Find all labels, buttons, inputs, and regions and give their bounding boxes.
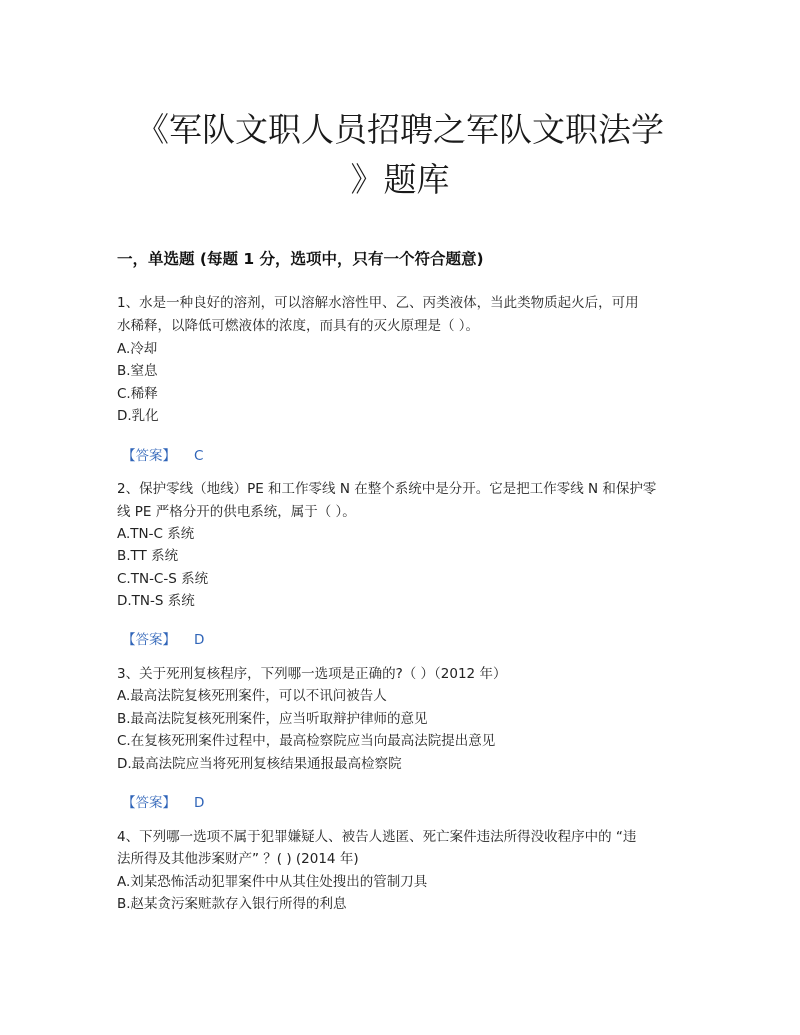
question-2-option-b: B.TT 系统	[117, 548, 179, 564]
question-2-option-c: C.TN-C-S 系统	[117, 571, 209, 587]
question-3-option-a: A.最高法院复核死刑案件，可以不讯问被告人	[117, 688, 387, 704]
question-2-option-d: D.TN-S 系统	[117, 593, 195, 609]
question-4-option-a: A.刘某恐怖活动犯罪案件中从其住处搜出的管制刀具	[117, 874, 428, 890]
question-4-stem-line-1: 4、下列哪一选项不属于犯罪嫌疑人、被告人逃匿、死亡案件违法所得没收程序中的 “违	[117, 829, 637, 845]
question-1-option-d: D.乳化	[117, 408, 159, 424]
document-title-line-2: 》题库	[350, 160, 450, 199]
question-1-stem-line-2: 水稀释，以降低可燃液体的浓度，而具有的灭火原理是（ ）。	[117, 318, 480, 334]
question-3-answer	[122, 791, 204, 811]
question-1-option-b: B.窒息	[117, 363, 158, 379]
question-1-stem-line-1: 1、水是一种良好的溶剂，可以溶解水溶性甲、乙、丙类液体，当此类物质起火后，可用	[117, 295, 639, 311]
answer-value: D	[194, 632, 205, 648]
answer-label: 【答案】	[122, 448, 176, 464]
answer-label: 【答案】	[122, 795, 176, 811]
question-3-stem-line-1: 3、关于死刑复核程序，下列哪一选项是正确的?（ ）（2012 年）	[117, 666, 507, 682]
answer-value: D	[194, 795, 205, 811]
question-2-stem-line-1: 2、保护零线（地线）PE 和工作零线 N 在整个系统中是分开。它是把工作零线 N 和保护零	[117, 481, 657, 497]
question-1-option-c: C.稀释	[117, 386, 158, 402]
question-1-answer	[122, 444, 203, 464]
document-title-line-1: 《军队文职人员招聘之军队文职法学	[136, 110, 664, 149]
question-3-option-d: D.最高法院应当将死刑复核结果通报最高检察院	[117, 756, 402, 772]
answer-value: C	[194, 448, 204, 464]
question-2-option-a: A.TN-C 系统	[117, 526, 195, 542]
answer-label: 【答案】	[122, 632, 176, 648]
question-3-option-c: C.在复核死刑案件过程中，最高检察院应当向最高法院提出意见	[117, 733, 496, 749]
question-3-option-b: B.最高法院复核死刑案件，应当听取辩护律师的意见	[117, 711, 428, 727]
question-2-answer	[122, 628, 204, 648]
section-heading: 一，单选题 (每题 1 分，选项中，只有一个符合题意)	[117, 250, 484, 268]
question-4-option-b: B.赵某贪污案赃款存入银行所得的利息	[117, 896, 347, 912]
question-2-stem-line-2: 线 PE 严格分开的供电系统，属于（ ）。	[117, 504, 356, 520]
question-4-stem-line-2: 法所得及其他涉案财产” ？( ) (2014 年)	[117, 851, 359, 867]
question-1-option-a: A.冷却	[117, 341, 158, 357]
